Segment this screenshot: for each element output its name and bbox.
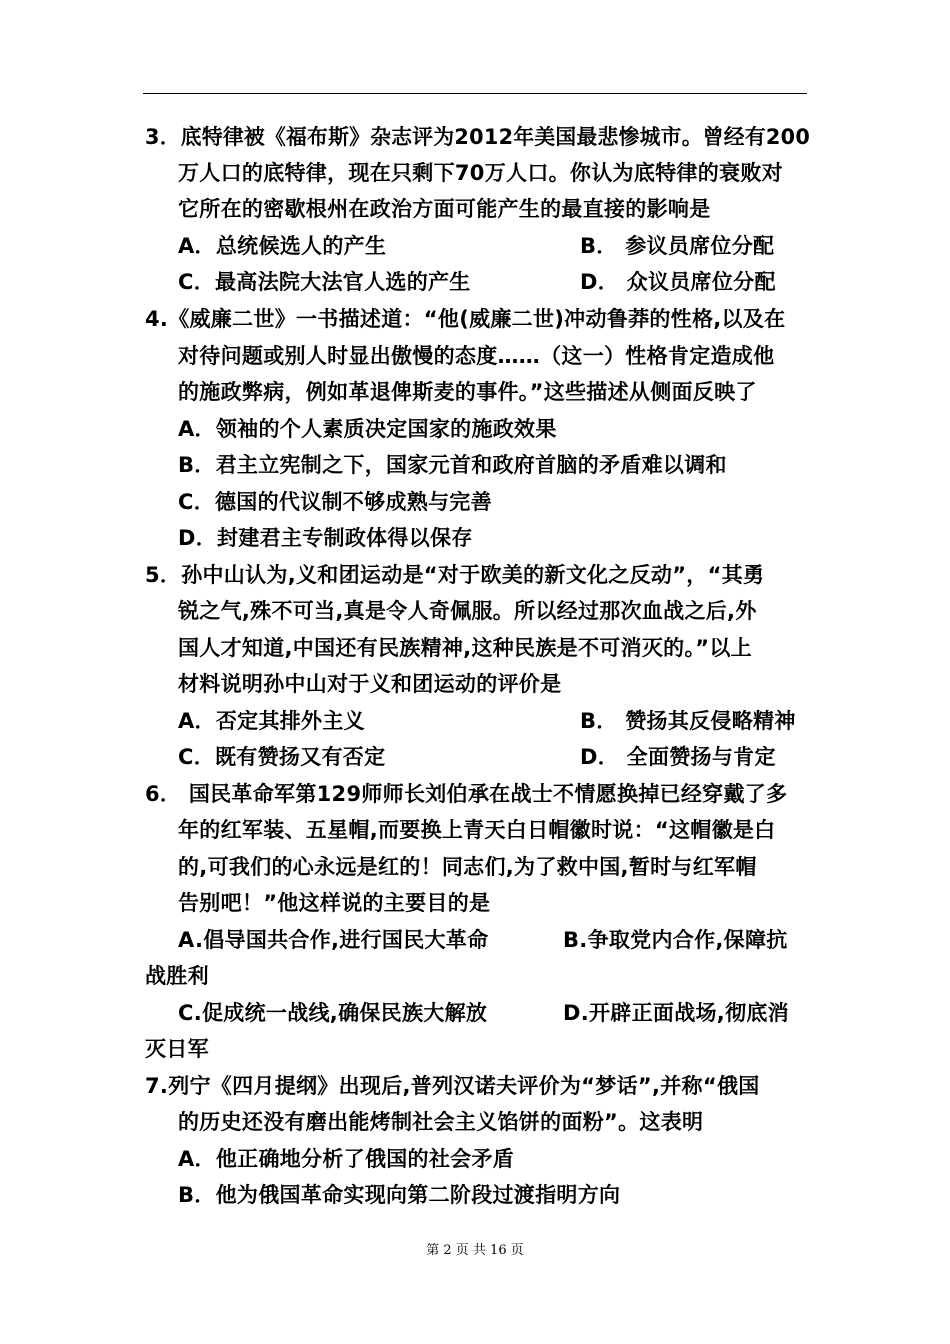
q3-option-d: D． 众议员席位分配 [580,270,776,294]
q4-stem-line-2: 对待问题或别人时显出傲慢的态度……（这一）性格肯定造成他 [178,344,775,368]
q6-stem-line-4: 告别吧！”他这样说的主要目的是 [178,891,491,915]
q4-option-b: B．君主立宪制之下，国家元首和政府首脑的矛盾难以调和 [178,453,727,477]
q6-stem-line-3: 的,可我们的心永远是红的！同志们,为了救中国,暂时与红军帽 [178,855,757,879]
q4-option-c: C．德国的代议制不够成熟与完善 [178,490,492,514]
q5-option-b: B． 赞扬其反侵略精神 [580,709,796,733]
q5-stem-line-2: 锐之气,殊不可当,真是令人奇佩服。所以经过那次血战之后,外 [178,599,757,623]
q3-stem-line-2: 万人口的底特律，现在只剩下70万人口。你认为底特律的衰败对 [178,161,783,185]
q5-option-a: A．否定其排外主义 [178,709,365,733]
q7-option-b: B．他为俄国革命实现向第二阶段过渡指明方向 [178,1183,621,1207]
q5-stem-line-4: 材料说明孙中山对于义和团运动的评价是 [178,672,562,696]
q3-option-b: B． 参议员席位分配 [580,234,775,258]
q3-option-c: C．最高法院大法官人选的产生 [178,270,471,294]
q6-option-d: D.开辟正面战场,彻底消 [563,1001,789,1025]
q7-stem-line-1: 7.列宁《四月提纲》出现后,普列汉诺夫评价为“梦话”,并称“俄国 [145,1074,760,1098]
q3-stem-line-3: 它所在的密歇根州在政治方面可能产生的最直接的影响是 [178,197,711,221]
q6-option-c: C.促成统一战线,确保民族大解放 [178,1001,488,1025]
q5-option-c: C．既有赞扬又有否定 [178,745,386,769]
q3-option-a: A．总统候选人的产生 [178,234,387,258]
q6-option-b-wrap: 战胜利 [145,964,209,988]
q6-option-a: A.倡导国共合作,进行国民大革命 [178,928,489,952]
q6-stem-line-2: 年的红军装、五星帽,而要换上青天白日帽徽时说：“这帽徽是白 [178,818,776,842]
q5-stem-line-3: 国人才知道,中国还有民族精神,这种民族是不可消灭的。”以上 [178,636,752,660]
q4-stem-line-1: 4.《威廉二世》一书描述道：“他(威廉二世)冲动鲁莽的性格,以及在 [145,307,786,331]
q6-option-b: B.争取党内合作,保障抗 [563,928,788,952]
q6-option-d-wrap: 灭日军 [145,1037,209,1061]
q7-stem-line-2: 的历史还没有磨出能烤制社会主义馅饼的面粉”。这表明 [178,1110,704,1134]
page-number-footer: 第 2 页 共 16 页 [426,1243,524,1258]
q3-stem-line-1: 3．底特律被《福布斯》杂志评为2012年美国最悲惨城市。曾经有200 [145,125,811,149]
q4-stem-line-3: 的施政弊病，例如革退俾斯麦的事件。”这些描述从侧面反映了 [178,380,757,404]
q4-option-d: D．封建君主专制政体得以保存 [178,526,473,550]
q4-option-a: A．领袖的个人素质决定国家的施政效果 [178,417,557,441]
q6-stem-line-1: 6． 国民革命军第129师师长刘伯承在战士不情愿换掉已经穿戴了多 [145,782,788,806]
q7-option-a: A．他正确地分析了俄国的社会矛盾 [178,1147,515,1171]
q5-option-d: D． 全面赞扬与肯定 [580,745,776,769]
q5-stem-line-1: 5．孙中山认为,义和团运动是“对于欧美的新文化之反动”，“其勇 [145,563,765,587]
